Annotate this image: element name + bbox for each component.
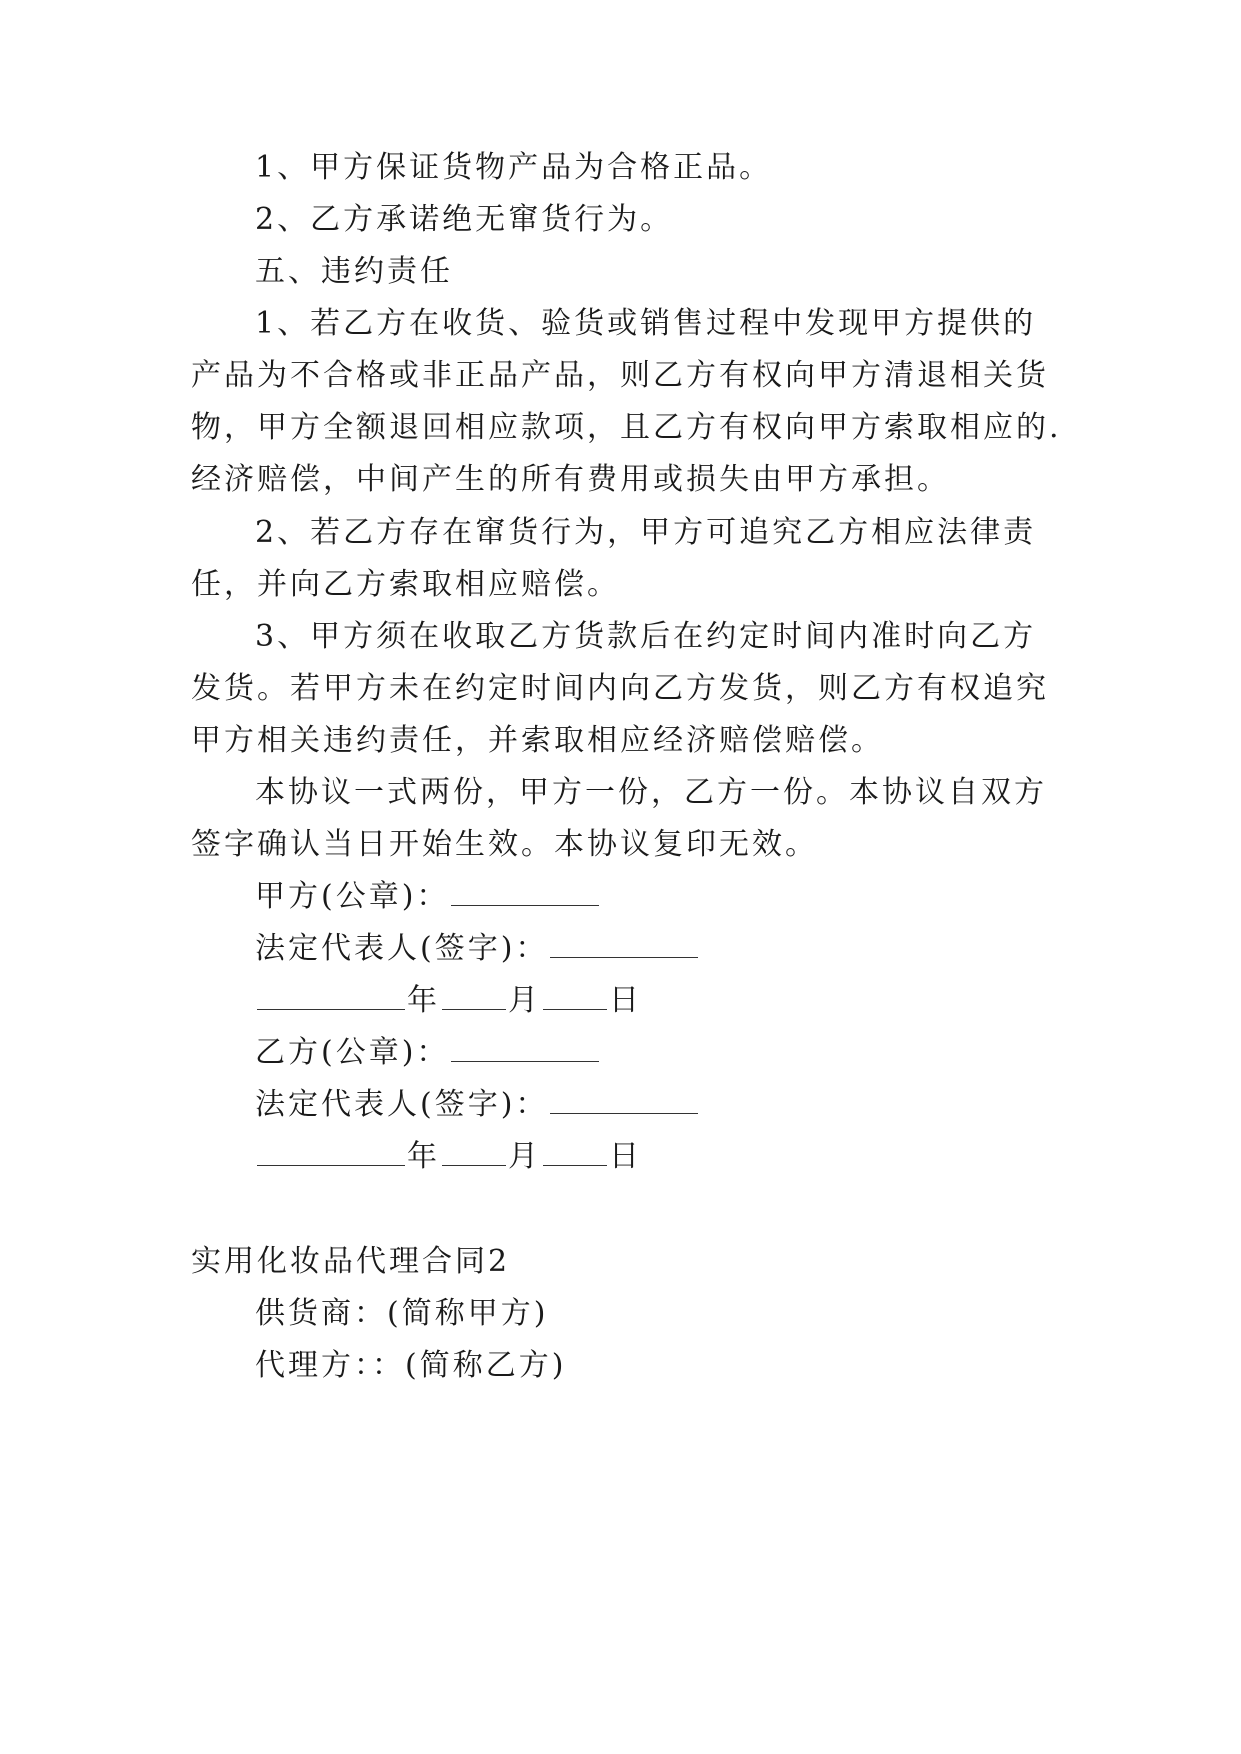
day-label: 日: [609, 1139, 642, 1174]
paragraph-line: 2、若乙方存在窜货行为，甲方可追究乙方相应法律责: [255, 515, 1037, 550]
party-b-seal-label: 乙方(公章)：: [255, 1035, 450, 1070]
month-blank: [442, 1164, 506, 1166]
date-line-b: [255, 1137, 642, 1177]
legal-rep-a-line: [255, 929, 700, 969]
supplier-line: 供货商：(简称甲方): [255, 1296, 549, 1331]
clause-quality-guarantee: 1、甲方保证货物产品为合格正品。: [255, 150, 773, 185]
party-a-seal-line: [255, 877, 601, 917]
day-label: 日: [609, 983, 642, 1018]
month-blank: [442, 1008, 506, 1010]
agent-line: 代理方：：(简称乙方): [255, 1348, 567, 1383]
paragraph-line: 签字确认当日开始生效。本协议复印无效。: [191, 827, 818, 862]
signature-blank: [550, 956, 698, 958]
day-blank: [543, 1008, 607, 1010]
paragraph-line: 物，甲方全额退回相应款项，且乙方有权向甲方索取相应的.: [191, 410, 1062, 445]
paragraph-line: 发货。若甲方未在约定时间内向乙方发货，则乙方有权追究: [191, 671, 1049, 706]
contract-title: 实用化妆品代理合同2: [191, 1244, 511, 1279]
paragraph-line: 产品为不合格或非正品产品，则乙方有权向甲方清退相关货: [191, 358, 1049, 393]
year-label: 年: [407, 983, 440, 1018]
legal-rep-a-label: 法定代表人(签字)：: [255, 931, 549, 966]
paragraph-line: 经济赔偿，中间产生的所有费用或损失由甲方承担。: [191, 462, 950, 497]
paragraph-line: 3、甲方须在收取乙方货款后在约定时间内准时向乙方: [255, 619, 1037, 654]
section-heading-breach: 五、违约责任: [255, 254, 453, 289]
clause-no-cross-selling: 2、乙方承诺绝无窜货行为。: [255, 202, 674, 237]
year-label: 年: [407, 1139, 440, 1174]
year-blank: [257, 1008, 405, 1010]
date-line-a: [255, 981, 642, 1021]
year-blank: [257, 1164, 405, 1166]
day-blank: [543, 1164, 607, 1166]
signature-blank: [451, 1060, 599, 1062]
month-label: 月: [508, 983, 541, 1018]
party-a-seal-label: 甲方(公章)：: [255, 879, 450, 914]
signature-blank: [550, 1112, 698, 1114]
month-label: 月: [508, 1139, 541, 1174]
party-b-seal-line: [255, 1033, 601, 1073]
paragraph-line: 本协议一式两份，甲方一份，乙方一份。本协议自双方: [255, 775, 1047, 810]
legal-rep-b-label: 法定代表人(签字)：: [255, 1087, 549, 1122]
paragraph-line: 任，并向乙方索取相应赔偿。: [191, 567, 620, 602]
paragraph-line: 甲方相关违约责任，并索取相应经济赔偿赔偿。: [191, 723, 884, 758]
legal-rep-b-line: [255, 1085, 700, 1125]
signature-blank: [451, 904, 599, 906]
paragraph-line: 1、若乙方在收货、验货或销售过程中发现甲方提供的: [255, 306, 1037, 341]
